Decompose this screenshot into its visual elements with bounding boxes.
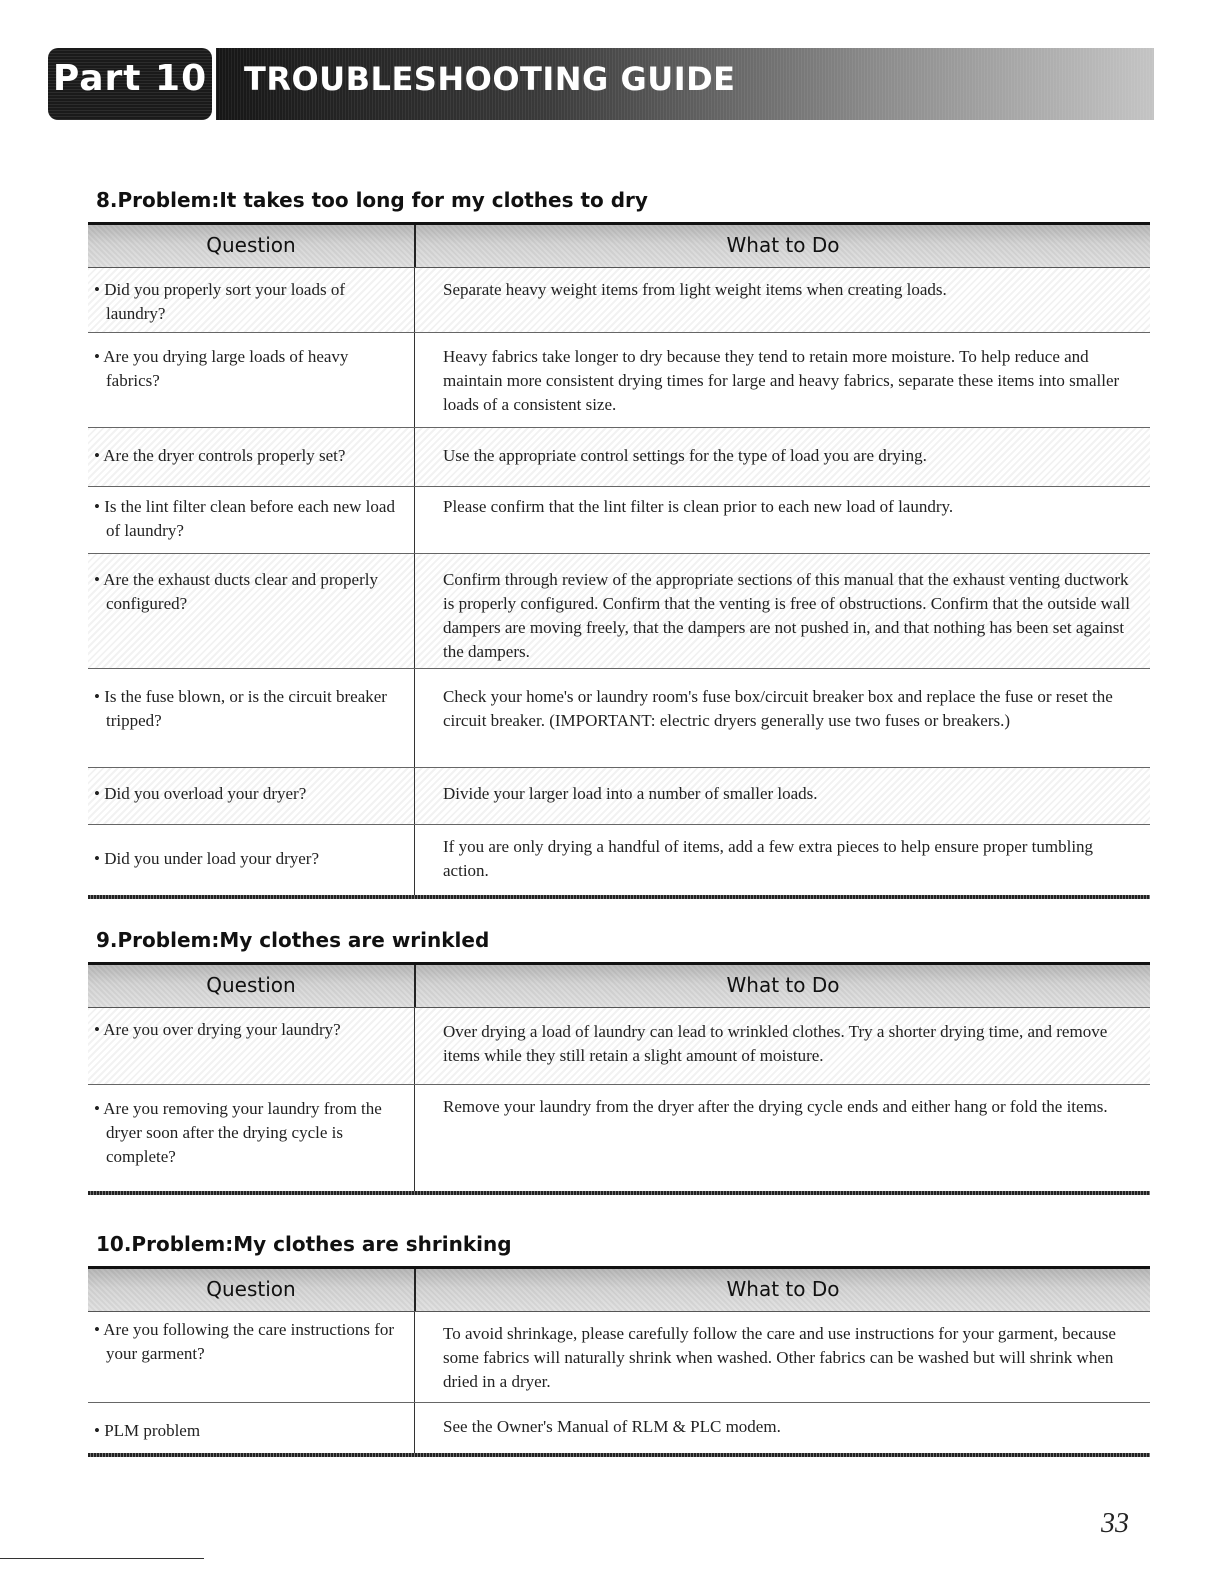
- table-row: [88, 768, 1150, 825]
- section-title: 9.Problem:My clothes are wrinkled: [96, 928, 490, 952]
- question-header: Question: [206, 973, 296, 997]
- part-label-box: [48, 48, 212, 120]
- table-row: [88, 268, 1150, 333]
- what-to-do-header: What to Do: [726, 233, 840, 257]
- question-header: Question: [206, 233, 296, 257]
- table-row: [88, 825, 1150, 895]
- section-title: 10.Problem:My clothes are shrinking: [96, 1232, 512, 1256]
- answer-text: Check your home's or laundry room's fuse box/circuit breaker box and replace the fuse or reset the circuit breaker. (IMPORTANT: electric dryers generally use two fuses or breakers.): [443, 687, 1113, 730]
- question-text: • Are you removing your laundry from the dryer soon after the drying cycle is complete?: [94, 1099, 382, 1166]
- table-row: [88, 333, 1150, 428]
- table-end-rule: [88, 1191, 1150, 1195]
- answer-text: Divide your larger load into a number of smaller loads.: [443, 784, 818, 803]
- footer-rule: [0, 1558, 204, 1559]
- table-row: [88, 1008, 1150, 1085]
- question-text: • Is the lint filter clean before each new load of laundry?: [94, 497, 395, 540]
- table-end-rule: [88, 895, 1150, 899]
- answer-text: If you are only drying a handful of items, add a few extra pieces to help ensure proper tumbling action.: [443, 837, 1094, 880]
- answer-text: Remove your laundry from the dryer after the drying cycle ends and either hang or fold the items.: [443, 1097, 1108, 1116]
- table-end-rule: [88, 1453, 1150, 1457]
- page-title: TROUBLESHOOTING GUIDE: [244, 60, 736, 98]
- answer-text: Over drying a load of laundry can lead to wrinkled clothes. Try a shorter drying time, and remove items while they still retain a slight amount of moisture.: [443, 1022, 1108, 1065]
- what-to-do-header: What to Do: [726, 973, 840, 997]
- answer-text: Please confirm that the lint filter is clean prior to each new load of laundry.: [443, 497, 954, 516]
- section-problem-10: [88, 1230, 1150, 1457]
- table-header: [88, 962, 1150, 1008]
- table-row: [88, 1403, 1150, 1453]
- question-text: • Are you over drying your laundry?: [94, 1020, 341, 1039]
- page-header: [48, 48, 1154, 120]
- table-row: [88, 428, 1150, 487]
- part-label: Part 10: [52, 58, 208, 99]
- table-header: [88, 1266, 1150, 1312]
- question-header: Question: [206, 1277, 296, 1301]
- table-row: [88, 487, 1150, 554]
- question-text: • Are the dryer controls properly set?: [94, 446, 346, 465]
- table-header: [88, 222, 1150, 268]
- answer-text: Use the appropriate control settings for the type of load you are drying.: [443, 446, 927, 465]
- answer-text: To avoid shrinkage, please carefully follow the care and use instructions for your garment, because some fabrics will naturally shrink when washed. Other fabrics can be washed but will shrink when dried in a dryer.: [443, 1324, 1116, 1391]
- table-row: [88, 669, 1150, 768]
- answer-text: Confirm through review of the appropriate sections of this manual that the exhaust venting ductwork is properly configured. Confirm that the venting is free of obstructions. Confirm that the outside wall dampers are moving freely, that the dampers are not pushed in, and that nothing has been set against the dampers.: [443, 570, 1130, 661]
- question-text: • Are you following the care instructions for your garment?: [94, 1320, 395, 1363]
- table-row: [88, 1085, 1150, 1191]
- table-row: [88, 1312, 1150, 1403]
- question-text: • Is the fuse blown, or is the circuit breaker tripped?: [94, 687, 387, 730]
- question-text: • Did you overload your dryer?: [94, 784, 307, 803]
- question-text: • Are you drying large loads of heavy fabrics?: [94, 347, 349, 390]
- section-title: 8.Problem:It takes too long for my clothes to dry: [96, 188, 648, 212]
- answer-text: Separate heavy weight items from light weight items when creating loads.: [443, 280, 947, 299]
- answer-text: Heavy fabrics take longer to dry because they tend to retain more moisture. To help reduce and maintain more consistent drying times for large and heavy fabrics, separate these items into smaller loads of a consistent size.: [443, 347, 1120, 414]
- section-problem-8: [88, 186, 1150, 899]
- page-number: 33: [1101, 1508, 1129, 1539]
- what-to-do-header: What to Do: [726, 1277, 840, 1301]
- question-text: • Did you properly sort your loads of laundry?: [94, 280, 345, 323]
- title-bar: [216, 48, 1154, 120]
- table-row: [88, 554, 1150, 669]
- section-problem-9: [88, 926, 1150, 1195]
- answer-text: See the Owner's Manual of RLM & PLC modem.: [443, 1417, 781, 1436]
- question-text: • PLM problem: [94, 1421, 201, 1440]
- question-text: • Are the exhaust ducts clear and properly configured?: [94, 570, 378, 613]
- question-text: • Did you under load your dryer?: [94, 849, 320, 868]
